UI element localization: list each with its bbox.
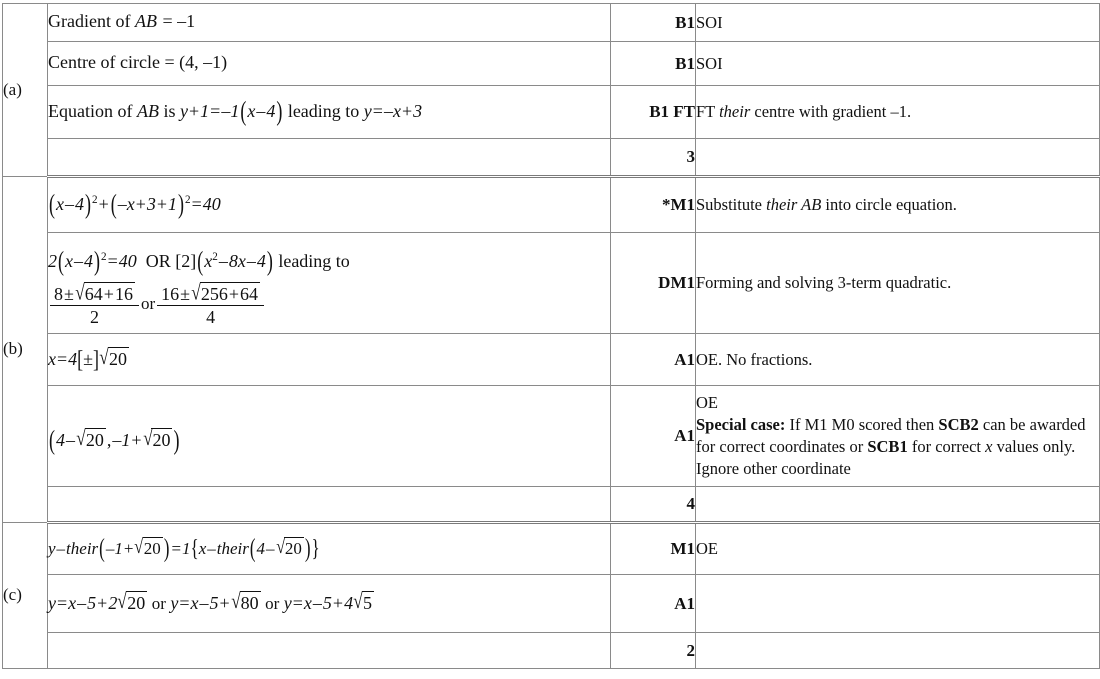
label-or-lc: or <box>140 293 156 313</box>
comment-sub-their-ab: their AB <box>766 195 822 215</box>
mark-cell-a3: B1 FT <box>611 86 696 139</box>
table-row-total-c <box>3 633 1100 669</box>
mark-cell-c1: M1 <box>611 523 696 575</box>
answer-cell-b-total-blank <box>48 487 611 523</box>
expr-line-eq: y=–x+3 <box>363 100 423 121</box>
math-quadratic-formula-pair <box>48 282 610 327</box>
answer-cell-c1 <box>48 523 611 575</box>
comment-ft-tail: centre with gradient –1. <box>750 102 912 122</box>
label-leading-to: leading to <box>283 100 364 121</box>
mark-cell-b3: A1 <box>611 334 696 386</box>
comment-cell-a1: SOI <box>696 4 1100 42</box>
table-row-total-b <box>3 487 1100 523</box>
table-row <box>3 42 1100 86</box>
answer-cell-b3 <box>48 334 611 386</box>
comment-sc-prefix: Special case: <box>696 415 786 435</box>
answer-cell-c2 <box>48 575 611 633</box>
comment-sc-x: x <box>985 437 993 456</box>
table-row-total-a <box>3 139 1100 177</box>
answer-cell-c-total-blank <box>48 633 611 669</box>
mark-cell-a2: B1 <box>611 42 696 86</box>
table-row <box>3 523 1100 575</box>
fraction-first-root: $\frac{8\pm√64+16}{2}$ <box>50 282 139 327</box>
mark-cell-b-total: 4 <box>611 487 696 523</box>
table-row <box>3 86 1100 139</box>
part-label-a <box>3 4 48 177</box>
comment-cell-b3: OE. No fractions. <box>696 334 1100 386</box>
table-row <box>3 4 1100 42</box>
comment-cell-a2: SOI <box>696 42 1100 86</box>
math-centre-of-circle: Centre of circle = (4, –1) <box>48 52 228 73</box>
answer-cell-b2 <box>48 233 611 334</box>
mark-scheme-table <box>2 3 1100 669</box>
mark-cell-a1: B1 <box>611 4 696 42</box>
comment-sc-mid-3: for correct <box>907 437 986 456</box>
math-equation-ab <box>48 94 423 126</box>
mark-cell-a-total: 3 <box>611 139 696 177</box>
math-quadratic-form: $2(x-4)^2=40$ OR $[2](x^2-8x-4)$ leading to <box>48 245 350 277</box>
math-coordinates: (4–√20 ,–1+√20 ) <box>49 424 180 456</box>
mark-cell-c-total: 2 <box>611 633 696 669</box>
comment-ft-lead: FT <box>696 102 720 122</box>
table-row <box>3 177 1100 233</box>
mark-cell-b2: DM1 <box>611 233 696 334</box>
math-substitute-circle: $(x-4)^2+ (-x+3+1)^2=40$ <box>49 187 221 219</box>
part-label-c-text: (c) <box>3 585 22 605</box>
table-row <box>3 233 1100 334</box>
expr-point-slope: y+1=–1(x–4) <box>180 94 283 126</box>
label-gradient-of: Gradient of <box>48 11 135 32</box>
comment-sub-tail: into circle equation. <box>821 195 957 215</box>
comment-sc-tail: values only. Ignore other coordinate <box>696 437 1076 478</box>
label-is: is <box>158 100 180 121</box>
mark-scheme-sheet <box>0 3 1100 679</box>
answer-cell-a2 <box>48 42 611 86</box>
fraction-second-root: $\frac{16\pm√256+64}{4}$ <box>157 282 264 327</box>
math-perpendicular-line-setup: y–their(–1+√20 ) =1{x–their(4–√20 )} <box>48 533 320 563</box>
comment-sc-mid-2: can be awarded for correct coordinates or <box>696 415 1086 456</box>
label-leading-to-2: leading to <box>273 251 350 272</box>
comment-cell-b2: Forming and solving 3-term quadratic. <box>696 233 1100 334</box>
table-row <box>3 575 1100 633</box>
label-equation-of: Equation of <box>48 100 137 121</box>
part-label-c <box>3 523 48 669</box>
comment-cell-a3 <box>696 86 1100 139</box>
comment-cell-b1 <box>696 177 1100 233</box>
comment-sc-b2: SCB2 <box>938 415 979 435</box>
answer-cell-b1 <box>48 177 611 233</box>
mark-cell-b1: *M1 <box>611 177 696 233</box>
answer-cell-a1 <box>48 4 611 42</box>
comment-ft-their: their <box>719 102 751 122</box>
mark-cell-c2: A1 <box>611 575 696 633</box>
var-ab-2: AB <box>136 100 159 121</box>
comment-b4-special-case <box>696 414 1099 479</box>
mark-cell-b4: A1 <box>611 386 696 487</box>
var-ab: AB <box>134 11 157 32</box>
answer-cell-a-total-blank <box>48 139 611 177</box>
comment-cell-a-total-blank <box>696 139 1100 177</box>
part-label-b-text: (b) <box>3 339 23 359</box>
eq-minus-one: = –1 <box>157 11 196 32</box>
comment-cell-b4 <box>696 386 1100 487</box>
part-label-a-text: (a) <box>3 79 22 99</box>
comment-sub-lead: Substitute <box>696 195 767 215</box>
comment-b4-oe: OE <box>696 393 718 413</box>
label-or-caps: OR <box>145 251 171 272</box>
answer-cell-b4 <box>48 386 611 487</box>
comment-cell-b-total-blank <box>696 487 1100 523</box>
table-row <box>3 334 1100 386</box>
answer-cell-a3 <box>48 86 611 139</box>
math-gradient-ab <box>48 11 196 31</box>
math-final-line-equations: y=x–5+2√20 or y=x–5+√80 or y=x–5+4√5 <box>48 589 372 614</box>
comment-sc-b1: SCB1 <box>867 437 908 456</box>
part-label-b <box>3 177 48 523</box>
comment-cell-c2 <box>696 575 1100 633</box>
math-x-values: x=4[±]√20 <box>48 345 127 373</box>
table-row <box>3 386 1100 487</box>
comment-cell-c1: OE <box>696 523 1100 575</box>
comment-sc-mid-1: If M1 M0 scored then <box>785 415 939 435</box>
comment-cell-c-total-blank <box>696 633 1100 669</box>
